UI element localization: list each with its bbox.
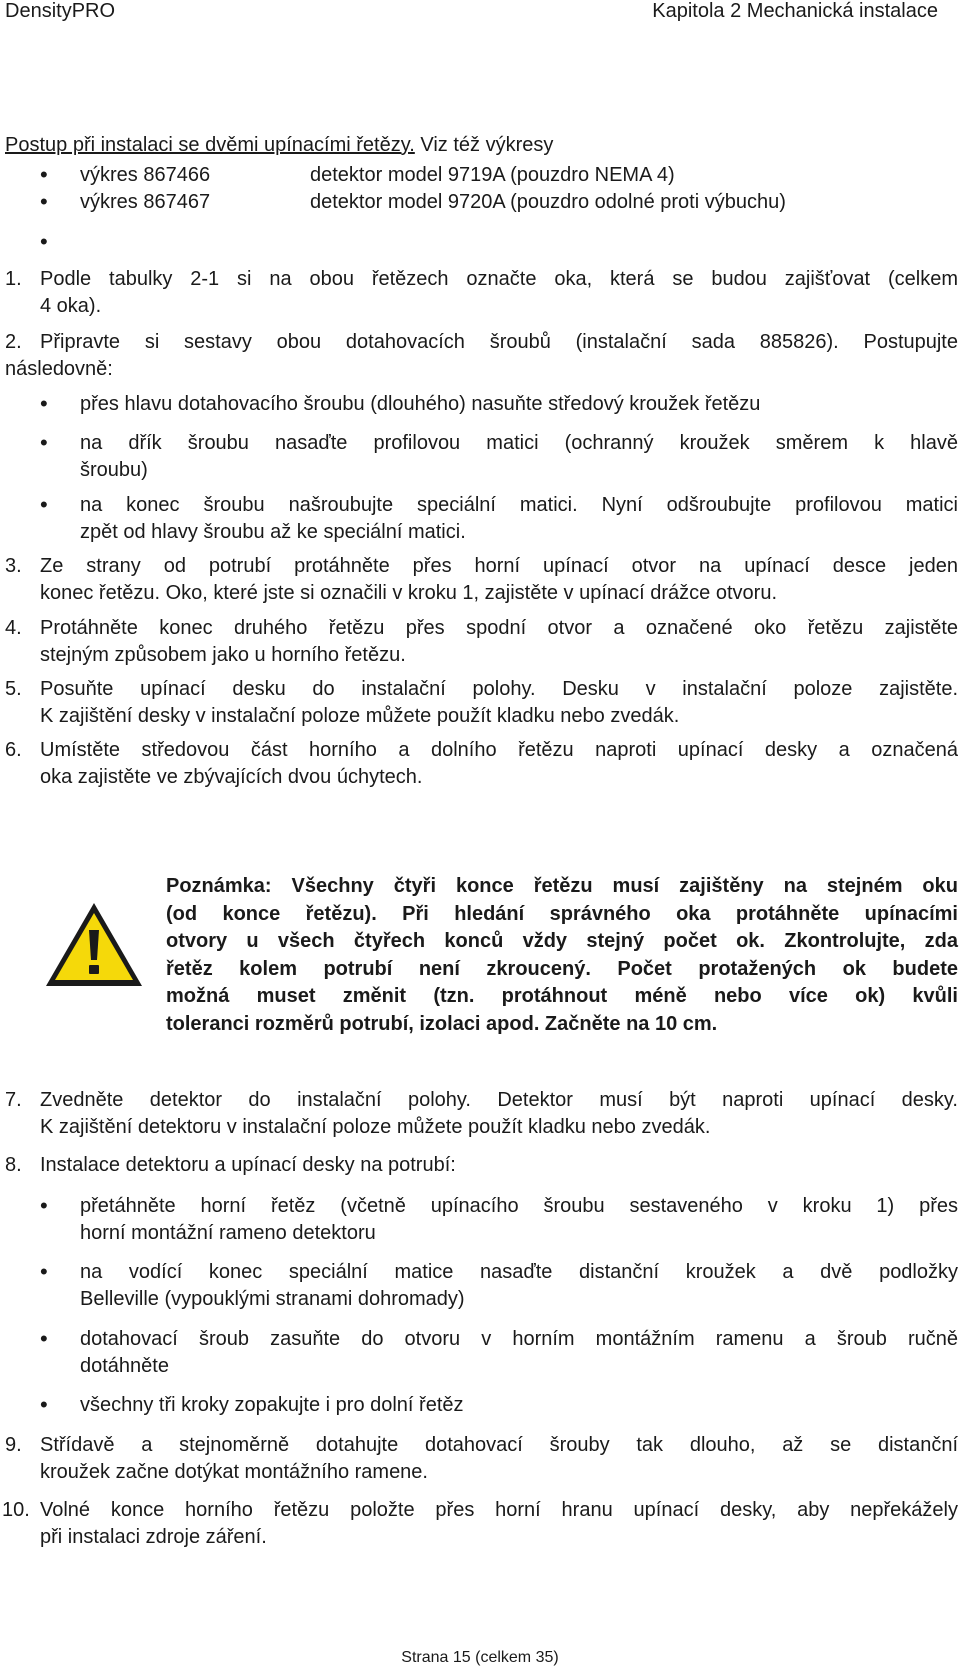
step-text: K zajištění desky v instalační poloze můžete použít kladku nebo zvedák. bbox=[40, 705, 680, 727]
note-text: (od konce řetězu). Při hledání správného oka protáhněte upínacími bbox=[166, 902, 958, 925]
list-item-text: přetáhněte horní řetěz (včetně upínacího šroubu sestaveného v kroku 1) přes bbox=[80, 1195, 958, 1217]
step-text: Podle tabulky 2-1 si na obou řetězech označte oka, která se budou zajišťovat (celkem bbox=[40, 268, 958, 290]
step-text: K zajištění detektoru v instalační poloze můžete použít kladku nebo zvedák. bbox=[40, 1116, 711, 1138]
header-product: DensityPRO bbox=[5, 0, 116, 22]
note-text: řetěz kolem potrubí není zkroucený. Počet protažených ok budete bbox=[166, 957, 958, 980]
list-item-text: dotahovací šroub zasuňte do otvoru v horním montážním ramenu a šroub ručně bbox=[80, 1328, 958, 1350]
list-item-text: zpět od hlavy šroubu až ke speciální matici. bbox=[80, 521, 466, 543]
list-item-text: na vodící konec speciální matice nasaďte distanční kroužek a dvě podložky bbox=[80, 1261, 958, 1283]
step-number: 3. bbox=[5, 555, 22, 577]
list-item-text: na dřík šroubu nasaďte profilovou matici (ochranný kroužek směrem k hlavě bbox=[80, 432, 958, 454]
step-text: kroužek začne dotýkat montážního ramene. bbox=[40, 1461, 428, 1483]
list-item-text: na konec šroubu našroubujte speciální matici. Nyní odšroubujte profilovou matici bbox=[80, 494, 958, 516]
step-text: konec řetězu. Oko, které jste si označili v kroku 1, zajistěte v upínací drážce otvoru. bbox=[40, 582, 778, 604]
step-text: Střídavě a stejnoměrně dotahujte dotahovací šrouby tak dlouho, až se distanční bbox=[40, 1434, 958, 1456]
list-item-text: dotáhněte bbox=[80, 1355, 169, 1377]
drawing-desc: detektor model 9719A (pouzdro NEMA 4) bbox=[310, 164, 675, 186]
step-1 bbox=[5, 266, 958, 320]
step-3 bbox=[5, 553, 958, 607]
step-number: 7. bbox=[5, 1089, 22, 1111]
step-text: 4 oka). bbox=[40, 295, 102, 317]
note-text: otvory u všech čtyřech konců vždy stejný počet ok. Zkontrolujte, zda bbox=[166, 930, 958, 952]
step-4 bbox=[5, 615, 958, 669]
note-text: možná muset změnit (tzn. protáhnout méně nebo více ok) kvůli bbox=[166, 985, 958, 1007]
drawing-desc: detektor model 9720A (pouzdro odolné proti výbuchu) bbox=[310, 191, 786, 213]
step-number: 8. bbox=[5, 1154, 22, 1176]
step-text: oka zajistěte ve zbývajících dvou úchytech. bbox=[40, 766, 423, 788]
bullet-empty: • bbox=[40, 229, 48, 254]
intro-link[interactable]: Postup při instalaci se dvěmi upínacími řetězy. bbox=[5, 134, 415, 156]
page-number: Strana 15 (celkem 35) bbox=[401, 1649, 559, 1666]
step-7 bbox=[5, 1087, 958, 1141]
note-text: toleranci rozměrů potrubí, izolaci apod. Začněte na 10 cm. bbox=[166, 1012, 718, 1035]
list-item bbox=[80, 1326, 958, 1380]
step-10 bbox=[2, 1497, 958, 1551]
intro-rest: Viz též výkresy bbox=[414, 134, 554, 156]
bullet: • bbox=[40, 162, 48, 187]
list-item-text: šroubu) bbox=[80, 459, 148, 481]
list-item-text: přes hlavu dotahovacího šroubu (dlouhého) nasuňte středový kroužek řetězu bbox=[80, 393, 761, 415]
list-item bbox=[80, 492, 958, 546]
step-number: 9. bbox=[5, 1434, 22, 1456]
step-8 bbox=[5, 1152, 958, 1179]
step-text: Připravte si sestavy obou dotahovacích šroubů (instalační sada 885826). Postupujte bbox=[40, 331, 958, 353]
bullet: • bbox=[40, 492, 48, 517]
step-number: 5. bbox=[5, 678, 22, 700]
list-item bbox=[80, 430, 958, 484]
list-item bbox=[80, 1392, 958, 1419]
intro-line bbox=[5, 134, 553, 157]
list-item bbox=[80, 391, 958, 418]
header-chapter: Kapitola 2 Mechanická instalace bbox=[652, 0, 938, 22]
step-number: 10. bbox=[2, 1499, 30, 1521]
step-6 bbox=[5, 737, 958, 791]
bullet: • bbox=[40, 189, 48, 214]
warning-triangle-icon bbox=[43, 900, 145, 990]
step-2-lead: následovně: bbox=[5, 358, 113, 380]
step-text: Ze strany od potrubí protáhněte přes horní upínací otvor na upínací desce jeden bbox=[40, 555, 958, 577]
list-item-text: horní montážní rameno detektoru bbox=[80, 1222, 376, 1244]
step-number: 6. bbox=[5, 739, 22, 761]
step-text: stejným způsobem jako u horního řetězu. bbox=[40, 644, 406, 666]
step-number: 1. bbox=[5, 268, 22, 290]
step-text: Protáhněte konec druhého řetězu přes spodní otvor a označené oko řetězu zajistěte bbox=[40, 617, 958, 639]
list-item bbox=[80, 1193, 958, 1247]
bullet: • bbox=[40, 391, 48, 416]
step-9 bbox=[5, 1432, 958, 1486]
drawing-number: výkres 867466 bbox=[80, 164, 211, 186]
step-text: Umístěte středovou část horního a dolního řetězu naproti upínací desky a označená bbox=[40, 739, 958, 761]
bullet: • bbox=[40, 1193, 48, 1218]
step-text: Instalace detektoru a upínací desky na potrubí: bbox=[40, 1154, 456, 1176]
step-text: Zvedněte detektor do instalační polohy. Detektor musí být naproti upínací desky. bbox=[40, 1089, 958, 1111]
bullet: • bbox=[40, 1392, 48, 1417]
step-text: při instalaci zdroje záření. bbox=[40, 1526, 267, 1548]
step-2 bbox=[5, 329, 958, 356]
note-text: Poznámka: Všechny čtyři konce řetězu musí zajištěny na stejném oku bbox=[166, 875, 958, 897]
list-item bbox=[80, 1259, 958, 1313]
bullet: • bbox=[40, 430, 48, 455]
step-5 bbox=[5, 676, 958, 730]
list-item-text: všechny tři kroky zopakujte i pro dolní řetěz bbox=[80, 1394, 464, 1416]
step-number: 2. bbox=[5, 331, 22, 353]
bullet: • bbox=[40, 1326, 48, 1351]
step-text: Posuňte upínací desku do instalační polohy. Desku v instalační poloze zajistěte. bbox=[40, 678, 958, 700]
drawing-number: výkres 867467 bbox=[80, 191, 211, 213]
warning-note bbox=[166, 873, 958, 1038]
list-item-text: Belleville (vypouklými stranami dohromady) bbox=[80, 1288, 465, 1310]
bullet: • bbox=[40, 1259, 48, 1284]
step-number: 4. bbox=[5, 617, 22, 639]
step-text: Volné konce horního řetězu položte přes horní hranu upínací desky, aby nepřekážely bbox=[40, 1499, 958, 1521]
